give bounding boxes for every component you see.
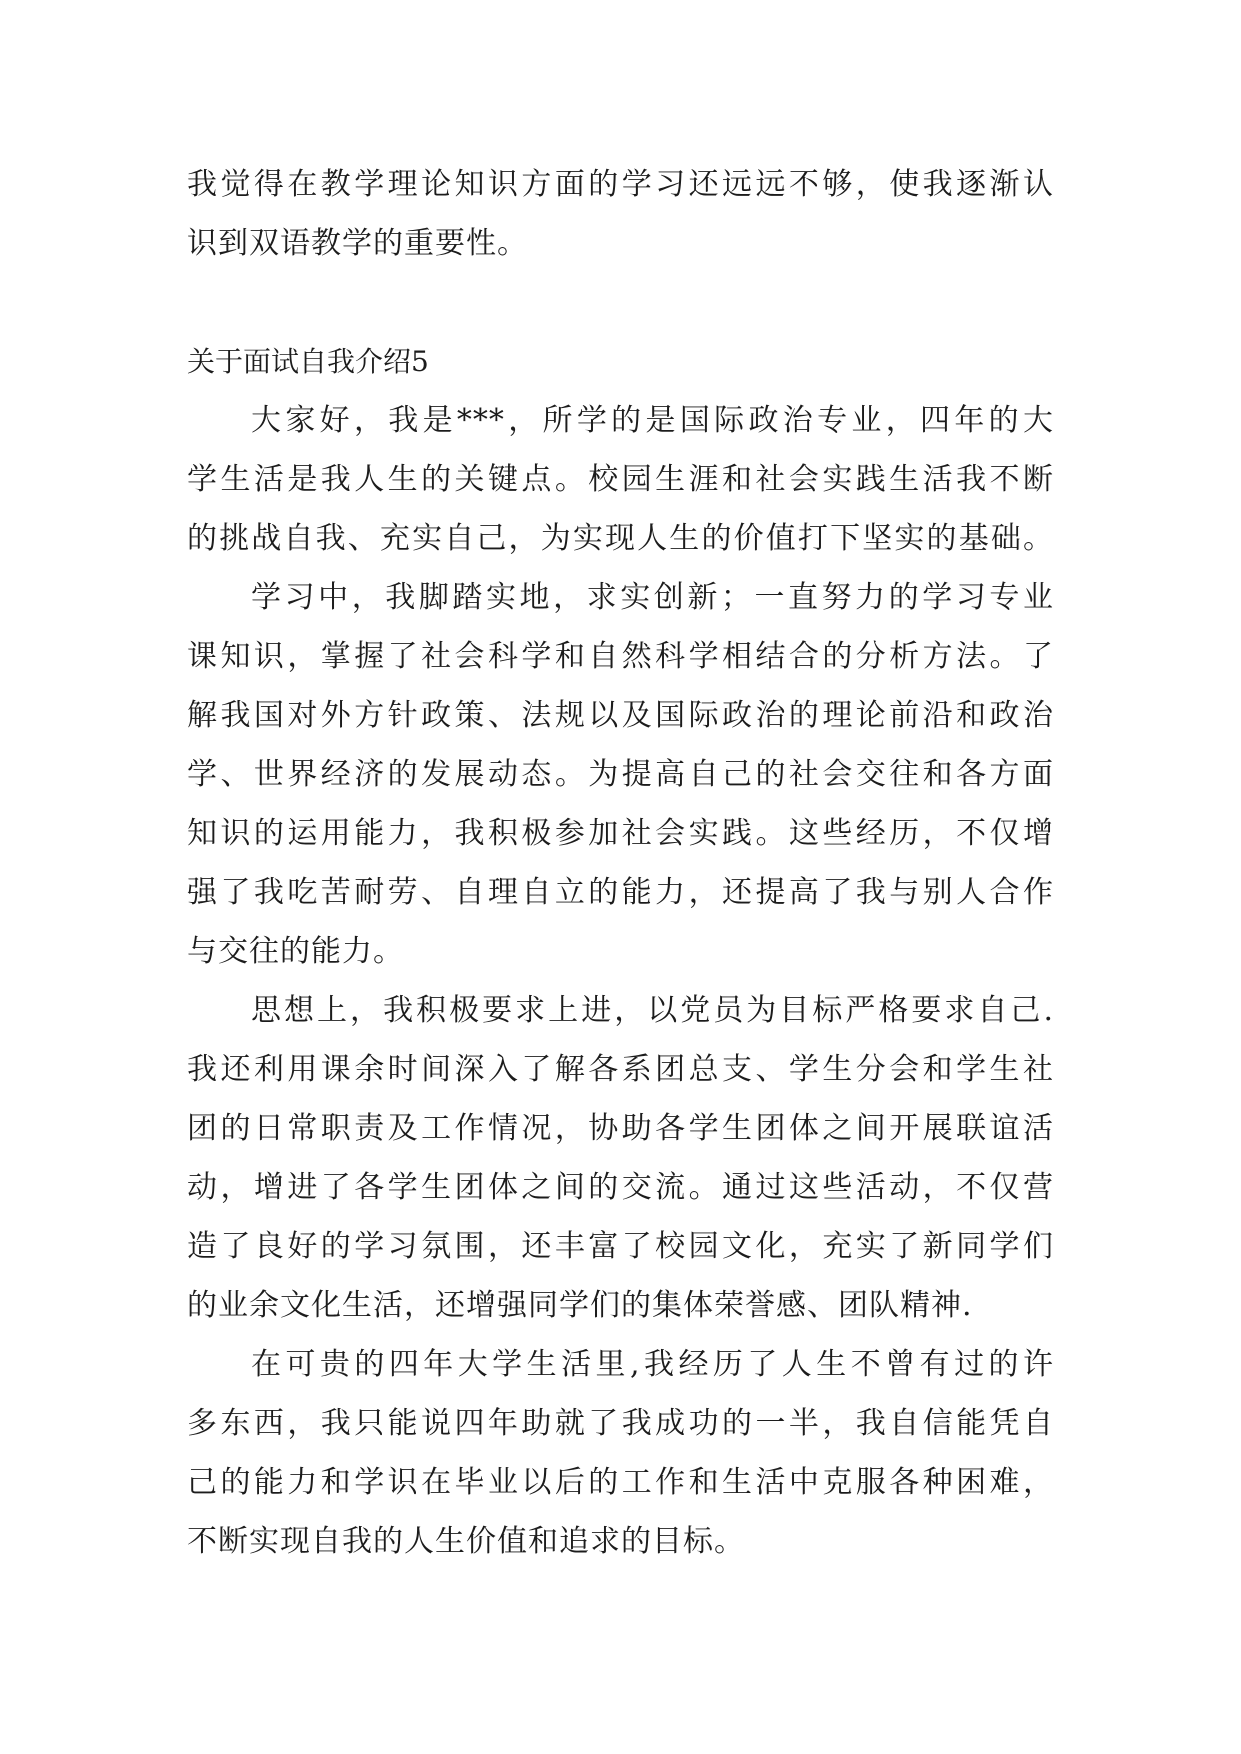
paragraph-line: 思想上，我积极要求上进，以党员为目标严格要求自己. <box>251 993 1054 1028</box>
paragraph-line: 动，增进了各学生团体之间的交流。通过这些活动，不仅营 <box>187 1170 1054 1205</box>
section-heading: 关于面试自我介绍5 <box>187 345 429 378</box>
paragraph-line: 知识的运用能力，我积极参加社会实践。这些经历，不仅增 <box>187 816 1054 851</box>
paragraph-line: 学生活是我人生的关键点。校园生涯和社会实践生活我不断 <box>187 462 1054 497</box>
blank-line <box>187 273 1054 332</box>
document-body <box>187 155 1054 1571</box>
paragraph-line: 强了我吃苦耐劳、自理自立的能力，还提高了我与别人合作 <box>187 875 1054 910</box>
paragraph-line: 与交往的能力。 <box>187 934 404 969</box>
paragraph-line: 我觉得在教学理论知识方面的学习还远远不够，使我逐渐认 <box>187 167 1054 202</box>
paragraph <box>187 1335 1054 1571</box>
paragraph-line: 大家好，我是***，所学的是国际政治专业，四年的大 <box>251 403 1054 438</box>
paragraph-line: 的挑战自我、充实自己，为实现人生的价值打下坚实的基础。 <box>187 521 1054 556</box>
paragraph <box>187 981 1054 1335</box>
paragraph-line: 学、世界经济的发展动态。为提高自己的社会交往和各方面 <box>187 757 1054 792</box>
paragraph-line: 学习中，我脚踏实地，求实创新；一直努力的学习专业 <box>251 580 1054 615</box>
paragraph-line: 己的能力和学识在毕业以后的工作和生活中克服各种困难， <box>187 1465 1054 1500</box>
paragraph-line: 多东西，我只能说四年助就了我成功的一半，我自信能凭自 <box>187 1406 1054 1441</box>
paragraph-line: 造了良好的学习氛围，还丰富了校园文化，充实了新同学们 <box>187 1229 1054 1264</box>
paragraph-line: 不断实现自我的人生价值和追求的目标。 <box>187 1524 745 1559</box>
continued-paragraph <box>187 155 1054 273</box>
paragraph <box>187 391 1054 568</box>
paragraph-line: 解我国对外方针政策、法规以及国际政治的理论前沿和政治 <box>187 698 1054 733</box>
paragraph-line: 识到双语教学的重要性。 <box>187 226 528 261</box>
paragraph-line: 团的日常职责及工作情况，协助各学生团体之间开展联谊活 <box>187 1111 1054 1146</box>
paragraph <box>187 568 1054 981</box>
paragraph-line: 课知识，掌握了社会科学和自然科学相结合的分析方法。了 <box>187 639 1054 674</box>
paragraph-line: 的业余文化生活，还增强同学们的集体荣誉感、团队精神. <box>187 1288 973 1323</box>
paragraph-line: 我还利用课余时间深入了解各系团总支、学生分会和学生社 <box>187 1052 1054 1087</box>
paragraph-line: 在可贵的四年大学生活里,我经历了人生不曾有过的许 <box>251 1347 1054 1382</box>
